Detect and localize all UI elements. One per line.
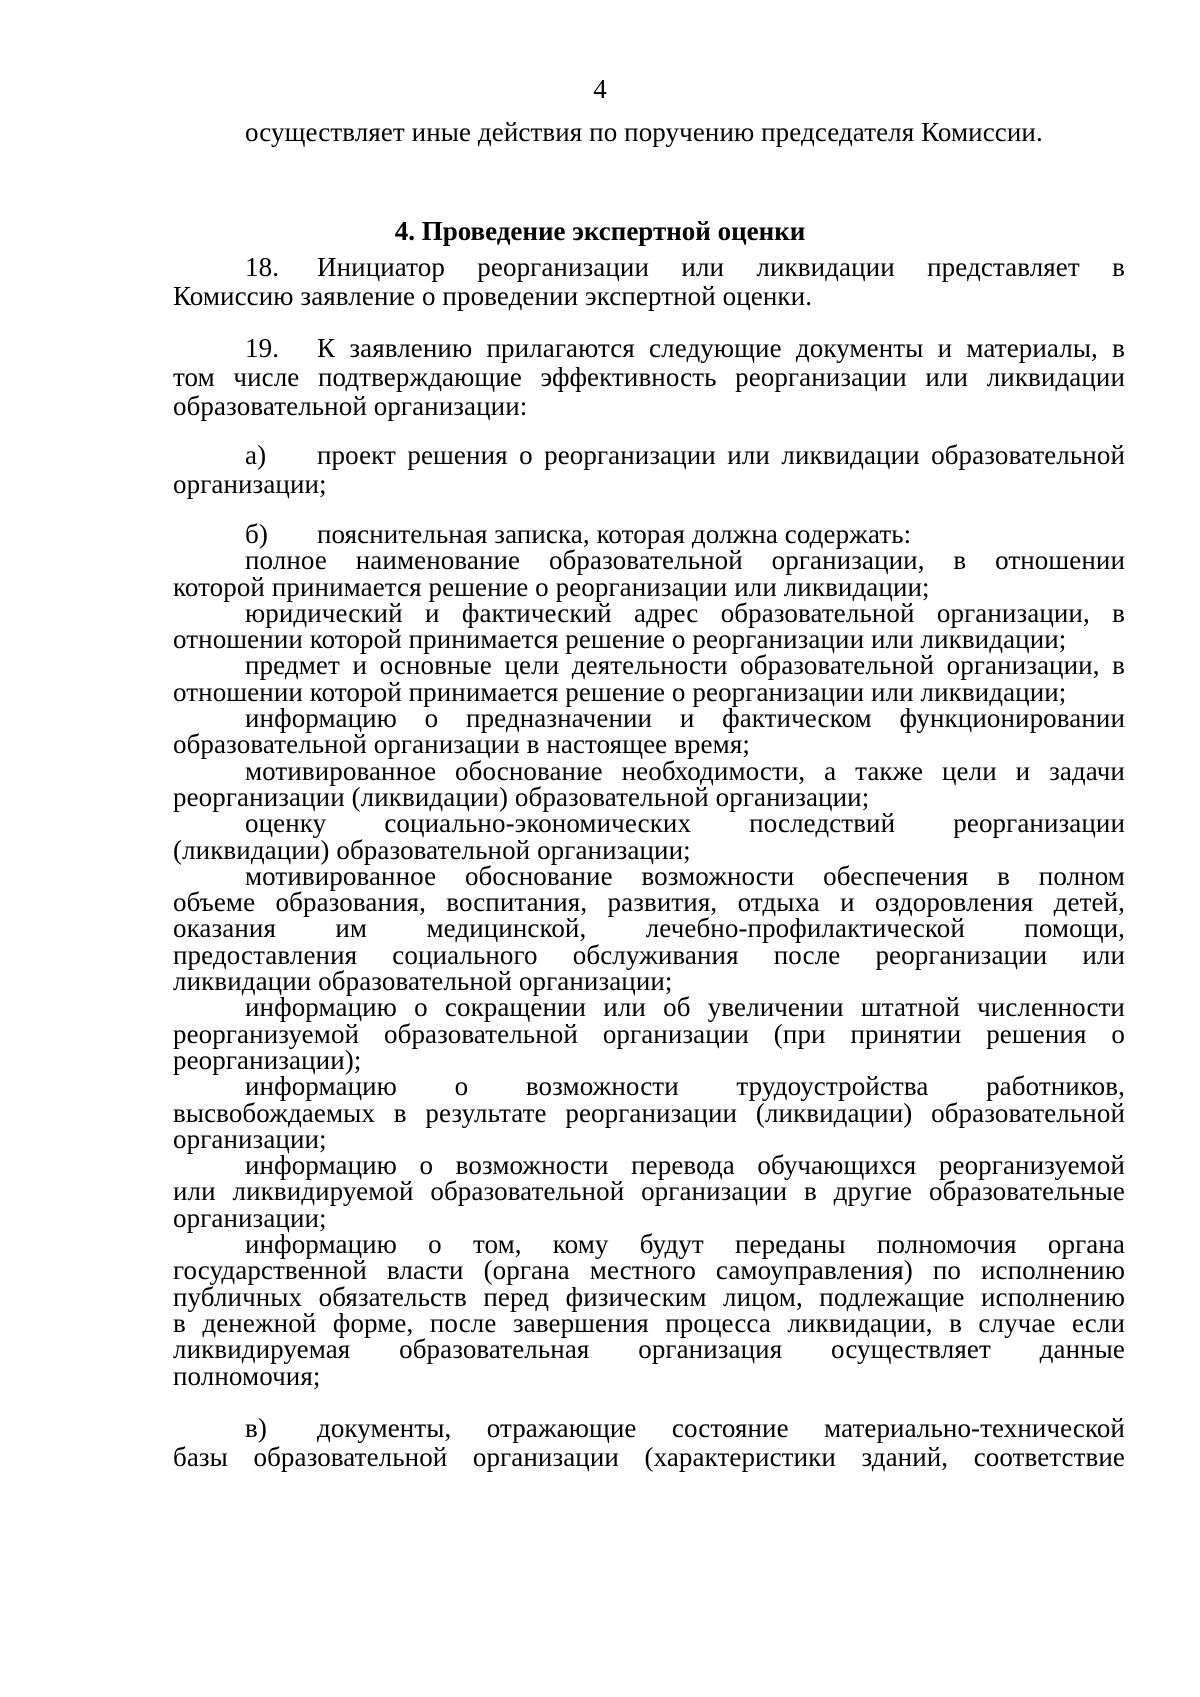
- paragraph-18-text: Инициатор реорганизации или ликвидации представляет в: [317, 252, 1125, 282]
- paragraph-19-line: том числе подтверждающие эффективность реорганизации или ликвидации: [173, 362, 1125, 392]
- item-b-entry-line: в денежной форме, после завершения процесса ликвидации, в случае если: [173, 1307, 1125, 1338]
- item-b-entry-line: организации;: [173, 1202, 327, 1233]
- intro-paragraph: [173, 118, 1125, 147]
- paragraph-18-number: 18.: [245, 252, 280, 282]
- item-b-entry-line: предоставления социального обслуживания после реорганизации или: [173, 939, 1125, 970]
- item-b-entry-line: отношении которой принимается решение о реорганизации или ликвидации;: [173, 624, 1067, 655]
- item-b-entries: [173, 547, 1125, 1389]
- intro-line: осуществляет иные действия по поручению председателя Комиссии.: [245, 117, 1043, 147]
- item-b-entry-line: мотивированное обоснование возможности обеспечения в полном: [245, 860, 1125, 891]
- item-b-entry-line: реорганизации);: [173, 1044, 362, 1075]
- item-b-entry-line: информацию о предназначении и фактическом функционировании: [245, 703, 1125, 734]
- item-b-entry-line: информацию о том, кому будут переданы полномочия органа: [245, 1229, 1125, 1260]
- item-b-intro: пояснительная записка, которая должна содержать:: [317, 519, 912, 549]
- item-b-entry-line: реорганизации (ликвидации) образовательной организации;: [173, 781, 870, 812]
- item-v-label: в): [245, 1413, 267, 1443]
- item-b-entry-line: реорганизуемой образовательной организации (при принятии решения о: [173, 1018, 1125, 1049]
- item-b-label: б): [245, 519, 268, 549]
- item-v: [173, 1414, 1125, 1472]
- item-b-entry-line: юридический и фактический адрес образовательной организации, в: [245, 597, 1125, 628]
- item-a-text: проект решения о реорганизации или ликвидации образовательной: [317, 440, 1125, 470]
- item-b-entry-line: объеме образования, воспитания, развития, отдыха и оздоровления детей,: [173, 887, 1125, 918]
- item-a-line: [173, 441, 1125, 470]
- paragraph-19-line: [173, 334, 1125, 363]
- paragraph-18: [173, 253, 1125, 311]
- item-b-entry-line: полномочия;: [173, 1360, 321, 1391]
- paragraph-19-number: 19.: [245, 333, 280, 363]
- item-b-entry-line: предмет и основные цели деятельности образовательной организации, в: [245, 650, 1125, 681]
- item-b-entry-line: мотивированное обоснование необходимости, а также цели и задачи: [245, 755, 1125, 786]
- item-b-entry-line: высвобождаемых в результате реорганизации (ликвидации) образовательной: [173, 1097, 1125, 1128]
- item-b-entry-line: ликвидации образовательной организации;: [173, 966, 673, 997]
- item-v-line: базы образовательной организации (характеристики зданий, соответствие: [173, 1442, 1125, 1472]
- paragraph-18-line: [173, 253, 1125, 282]
- item-a-label: а): [245, 440, 267, 470]
- item-b-entry-line: полное наименование образовательной организации, в отношении: [245, 545, 1125, 576]
- item-b-entry-line: публичных обязательств перед физическим лицом, подлежащие исполнению: [173, 1281, 1125, 1312]
- item-b-entry-line: информацию о возможности перевода обучающихся реорганизуемой: [245, 1150, 1125, 1181]
- item-b-intro-line: [173, 521, 1125, 547]
- item-b-entry-line: государственной власти (органа местного самоуправления) по исполнению: [173, 1255, 1125, 1286]
- item-a: [173, 441, 1125, 499]
- item-b: [173, 521, 1125, 1389]
- paragraph-18-line: Комиссию заявление о проведении экспертной оценки.: [173, 281, 813, 311]
- item-v-line: [173, 1414, 1125, 1443]
- item-b-entry-line: оценку социально-экономических последствий реорганизации: [245, 808, 1125, 839]
- section-heading: 4. Проведение экспертной оценки: [394, 216, 806, 246]
- item-b-entry-line: информацию о возможности трудоустройства работников,: [245, 1071, 1125, 1102]
- item-b-entry-line: (ликвидации) образовательной организации;: [173, 834, 691, 865]
- item-b-entry-line: которой принимается решение о реорганизации или ликвидации;: [173, 571, 930, 602]
- item-b-entry-line: образовательной организации в настоящее время;: [173, 729, 750, 760]
- item-b-entry-line: оказания им медицинской, лечебно-профилактической помощи,: [173, 913, 1125, 944]
- item-v-text: документы, отражающие состояние материально-технической: [317, 1413, 1125, 1443]
- item-b-entry-line: организации;: [173, 1123, 327, 1154]
- item-b-entry-line: информацию о сокращении или об увеличении штатной численности: [245, 992, 1125, 1023]
- paragraph-19: [173, 334, 1125, 421]
- paragraph-19-text: К заявлению прилагаются следующие документы и материалы, в: [317, 333, 1125, 363]
- item-a-line: организации;: [173, 469, 327, 499]
- item-b-entry-line: или ликвидируемой образовательной организации в другие образовательные: [173, 1176, 1125, 1207]
- item-b-entry-line: отношении которой принимается решение о реорганизации или ликвидации;: [173, 676, 1067, 707]
- page-number: 4: [593, 74, 607, 104]
- paragraph-19-line: образовательной организации:: [173, 391, 528, 421]
- item-b-entry-line: ликвидируемая образовательная организация осуществляет данные: [173, 1334, 1125, 1365]
